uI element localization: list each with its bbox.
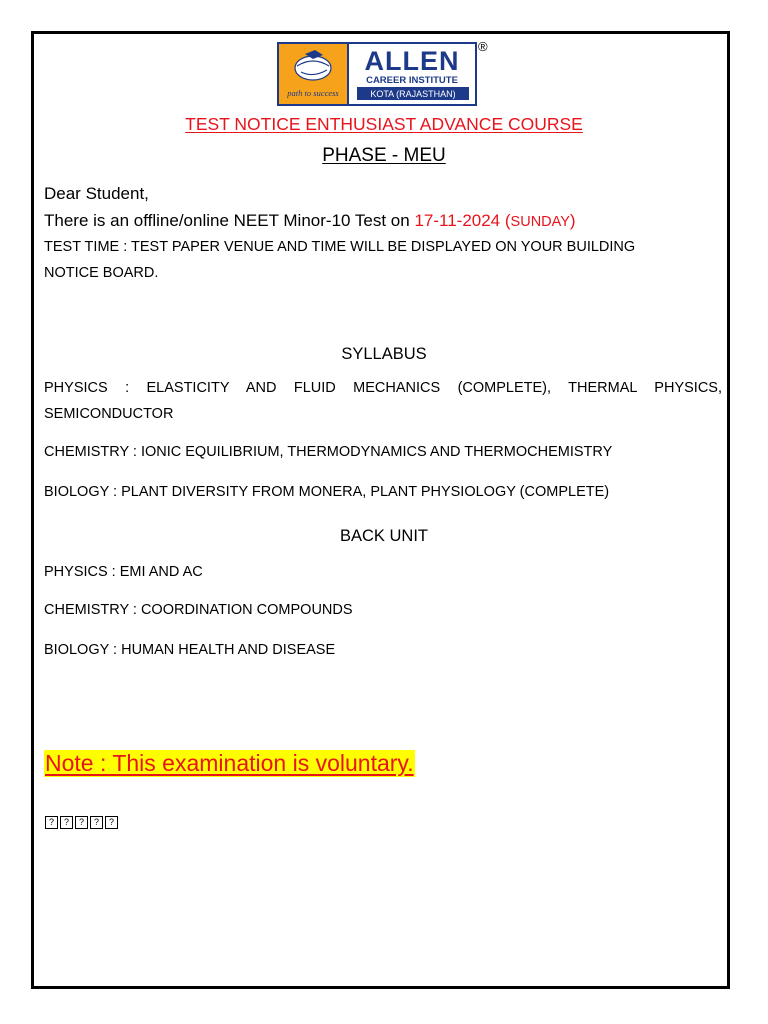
logo-brand: ALLEN (364, 46, 460, 76)
test-line-prefix: There is an offline/online NEET Minor-10 Test on (44, 211, 410, 230)
logo-line3: KOTA (RAJASTHAN) (370, 89, 456, 99)
notice-heading: TEST NOTICE ENTHUSIAST ADVANCE COURSE (185, 114, 583, 134)
test-day: (SUNDAY) (504, 211, 576, 230)
test-line (44, 211, 576, 231)
logo-tagline: path to success (287, 88, 339, 98)
test-time-line2: NOTICE BOARD. (44, 265, 159, 281)
logo-line2: CAREER INSTITUTE (366, 75, 458, 86)
missing-glyphs (45, 816, 118, 829)
syllabus-heading: SYLLABUS (341, 345, 427, 363)
notice-border (31, 31, 730, 989)
syllabus-chemistry: CHEMISTRY : IONIC EQUILIBRIUM, THERMODYNAMICS AND THERMOCHEMISTRY (44, 444, 613, 460)
missing-glyph: ? (75, 816, 88, 829)
allen-logo (277, 42, 477, 106)
back-unit-biology: BIOLOGY : HUMAN HEALTH AND DISEASE (44, 642, 336, 658)
test-time-line1: TEST TIME : TEST PAPER VENUE AND TIME WILL BE DISPLAYED ON YOUR BUILDING (44, 239, 636, 255)
back-unit-heading: BACK UNIT (339, 527, 428, 545)
test-date: 17-11-2024 (414, 211, 501, 230)
missing-glyph: ? (105, 816, 118, 829)
missing-glyph: ? (45, 816, 58, 829)
registered-mark: ® (478, 39, 488, 54)
syllabus-biology: BIOLOGY : PLANT DIVERSITY FROM MONERA, PLANT PHYSIOLOGY (COMPLETE) (44, 484, 610, 500)
greeting: Dear Student, (44, 184, 149, 203)
back-unit-chemistry: CHEMISTRY : COORDINATION COMPOUNDS (44, 602, 353, 618)
syllabus-physics-line1: PHYSICS : ELASTICITY AND FLUID MECHANICS (COMPLETE), THERMAL PHYSICS, (44, 380, 722, 396)
syllabus-physics-line2: SEMICONDUCTOR (44, 406, 174, 422)
missing-glyph: ? (60, 816, 73, 829)
voluntary-note: Note : This examination is voluntary. (45, 750, 414, 776)
phase-title: PHASE - MEU (322, 145, 446, 166)
back-unit-physics: PHYSICS : EMI AND AC (44, 564, 203, 580)
missing-glyph: ? (90, 816, 103, 829)
